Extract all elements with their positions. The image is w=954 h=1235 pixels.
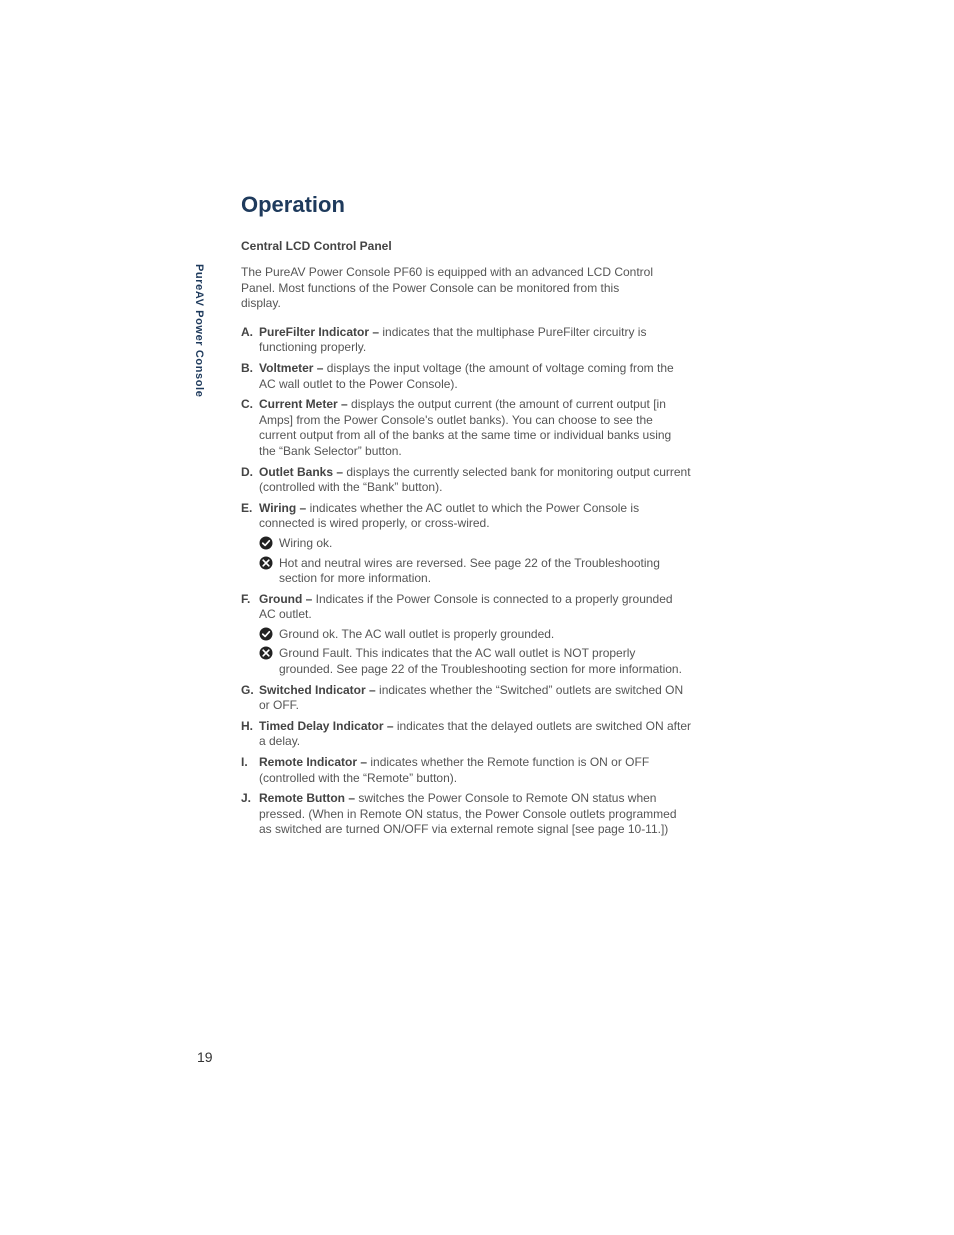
status-text: Ground Fault. This indicates that the AC wall outlet is NOT properly grounded. See page 22 of the Troubleshooting section for more information. (279, 646, 682, 677)
item-text: displays the input voltage (the amount of voltage coming from the AC wall outlet to the Power Console). (259, 360, 674, 391)
item-text: indicates whether the “Switched” outlets are switched ON or OFF. (259, 682, 684, 713)
ground-ok-row (259, 627, 691, 643)
item-body (259, 325, 691, 356)
check-circle-icon (259, 536, 273, 550)
item-body (259, 592, 691, 678)
list-item-i (241, 755, 691, 786)
item-letter: E. (241, 500, 253, 515)
list-item-c (241, 397, 691, 459)
item-term: Switched Indicator – (259, 682, 376, 697)
item-body (259, 501, 691, 587)
status-text: Wiring ok. (279, 535, 333, 550)
list-item-d (241, 465, 691, 496)
item-term: Timed Delay Indicator – (259, 718, 394, 733)
item-term: Remote Button – (259, 791, 355, 806)
item-body (259, 683, 691, 714)
section-heading: Central LCD Control Panel (241, 239, 392, 253)
item-body (259, 397, 691, 459)
item-text: indicates that the multiphase PureFilter circuitry is functioning properly. (259, 324, 647, 355)
wiring-ok-row (259, 536, 691, 552)
item-term: Remote Indicator – (259, 755, 368, 770)
ground-fault-row (259, 646, 691, 677)
intro-paragraph: The PureAV Power Console PF60 is equipped with an advanced LCD Control Panel. Most functions of the Power Console can be monitored from this display. (241, 265, 654, 311)
item-text: Indicates if the Power Console is connected to a properly grounded AC outlet. (259, 591, 673, 622)
item-body (259, 791, 691, 838)
main-content (241, 190, 691, 843)
list-item-g (241, 683, 691, 714)
list-item-b (241, 361, 691, 392)
list-item-h (241, 719, 691, 750)
list-item-f (241, 592, 691, 678)
item-term: PureFilter Indicator – (259, 324, 380, 339)
item-term: Current Meter – (259, 397, 348, 412)
item-letter: A. (241, 324, 253, 339)
item-letter: D. (241, 464, 253, 479)
item-letter: G. (241, 682, 254, 697)
page-number: 19 (197, 1049, 213, 1065)
item-letter: J. (241, 791, 252, 806)
item-text: displays the output current (the amount of current output [in Amps] from the Power Console's outlet banks). You can choose to see the current output from all of the banks at the same time or individual banks using the “Bank Selector” button. (259, 397, 672, 458)
item-letter: I. (241, 755, 248, 770)
item-term: Wiring – (259, 500, 307, 515)
check-circle-icon (259, 627, 273, 641)
x-circle-icon (259, 556, 273, 570)
item-term: Voltmeter – (259, 360, 324, 375)
item-term: Outlet Banks – (259, 464, 344, 479)
item-body (259, 755, 691, 786)
item-text: displays the currently selected bank for monitoring output current (controlled with the “Bank” button). (259, 464, 691, 495)
item-body (259, 361, 691, 392)
list-item-j (241, 791, 691, 838)
page-title: Operation (241, 192, 345, 217)
list-item-a (241, 325, 691, 356)
status-text: Ground ok. The AC wall outlet is properly grounded. (279, 626, 555, 641)
status-text: Hot and neutral wires are reversed. See page 22 of the Troubleshooting section for more information. (279, 555, 660, 586)
list-item-e (241, 501, 691, 587)
item-body (259, 465, 691, 496)
item-term: Ground – (259, 591, 313, 606)
x-circle-icon (259, 646, 273, 660)
item-letter: F. (241, 591, 251, 606)
item-letter: B. (241, 360, 253, 375)
side-label: PureAV Power Console (193, 264, 205, 398)
item-text: indicates whether the AC outlet to which the Power Console is connected is wired properly, or cross-wired. (259, 500, 640, 531)
item-body (259, 719, 691, 750)
item-text: indicates whether the Remote function is ON or OFF (controlled with the “Remote” button). (259, 755, 650, 785)
item-text: switches the Power Console to Remote ON status when pressed. (When in Remote ON status, the Power Console outlets programmed as switched are turned ON/OFF via external remote signal [see page 10-11.]) (259, 791, 677, 837)
wiring-fault-row (259, 556, 691, 587)
item-text: indicates that the delayed outlets are switched ON after a delay. (259, 718, 691, 749)
item-letter: H. (241, 718, 253, 733)
item-letter: C. (241, 397, 253, 412)
